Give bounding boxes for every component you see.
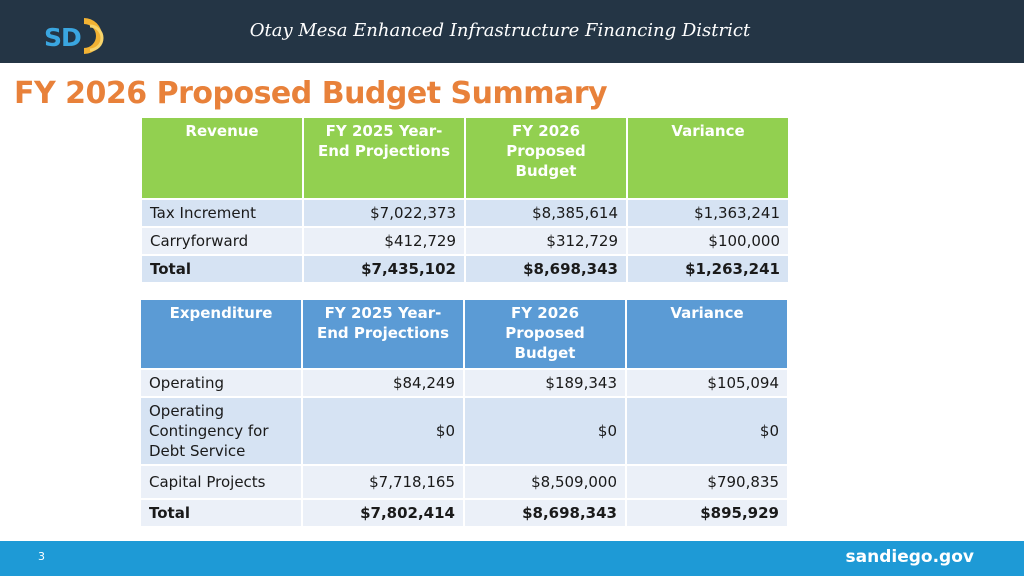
header-cell: FY 2025 Year-End Projections xyxy=(303,300,463,368)
cell-value: $189,343 xyxy=(465,370,625,396)
row-label: Capital Projects xyxy=(141,466,301,498)
cell-value: $312,729 xyxy=(466,228,626,254)
row-label: Total xyxy=(142,256,302,282)
page-title: FY 2026 Proposed Budget Summary xyxy=(14,76,608,111)
district-title: Otay Mesa Enhanced Infrastructure Financing District xyxy=(249,20,751,41)
cell-value: $105,094 xyxy=(627,370,787,396)
cell-value: $1,263,241 xyxy=(628,256,788,282)
table-row xyxy=(141,466,787,498)
table-row xyxy=(142,228,788,254)
cell-value: $100,000 xyxy=(628,228,788,254)
revenue-table xyxy=(140,116,790,284)
revenue-header-row xyxy=(142,118,788,198)
header-cell: Variance xyxy=(627,300,787,368)
header-cell: FY 2025 Year-End Projections xyxy=(304,118,464,198)
header-cell: FY 2026 Proposed Budget xyxy=(465,300,625,368)
table-row xyxy=(142,200,788,226)
row-label: Carryforward xyxy=(142,228,302,254)
table-row xyxy=(141,370,787,396)
cell-value: $8,698,343 xyxy=(465,500,625,526)
cell-value: $8,698,343 xyxy=(466,256,626,282)
row-label: Total xyxy=(141,500,301,526)
expenditure-header-row xyxy=(141,300,787,368)
cell-value: $0 xyxy=(303,398,463,464)
site-link[interactable]: sandiego.gov xyxy=(845,547,974,567)
cell-value: $7,802,414 xyxy=(303,500,463,526)
bottom-footer-bar xyxy=(0,541,1024,576)
cell-value: $84,249 xyxy=(303,370,463,396)
row-label: Operating Contingency for Debt Service xyxy=(141,398,301,464)
total-row xyxy=(142,256,788,282)
cell-value: $0 xyxy=(465,398,625,464)
cell-value: $8,509,000 xyxy=(465,466,625,498)
header-cell: Expenditure xyxy=(141,300,301,368)
table-row xyxy=(141,398,787,464)
top-header-bar xyxy=(0,0,1024,63)
logo-text: SD xyxy=(44,23,81,52)
cell-value: $1,363,241 xyxy=(628,200,788,226)
row-label: Operating xyxy=(141,370,301,396)
page-number: 3 xyxy=(38,550,45,563)
cell-value: $7,718,165 xyxy=(303,466,463,498)
header-cell: FY 2026 Proposed Budget xyxy=(466,118,626,198)
cell-value: $790,835 xyxy=(627,466,787,498)
header-cell: Revenue xyxy=(142,118,302,198)
expenditure-table xyxy=(139,298,789,528)
cell-value: $412,729 xyxy=(304,228,464,254)
cell-value: $895,929 xyxy=(627,500,787,526)
cell-value: $0 xyxy=(627,398,787,464)
row-label: Tax Increment xyxy=(142,200,302,226)
header-cell: Variance xyxy=(628,118,788,198)
total-row xyxy=(141,500,787,526)
cell-value: $8,385,614 xyxy=(466,200,626,226)
cell-value: $7,435,102 xyxy=(304,256,464,282)
cell-value: $7,022,373 xyxy=(304,200,464,226)
